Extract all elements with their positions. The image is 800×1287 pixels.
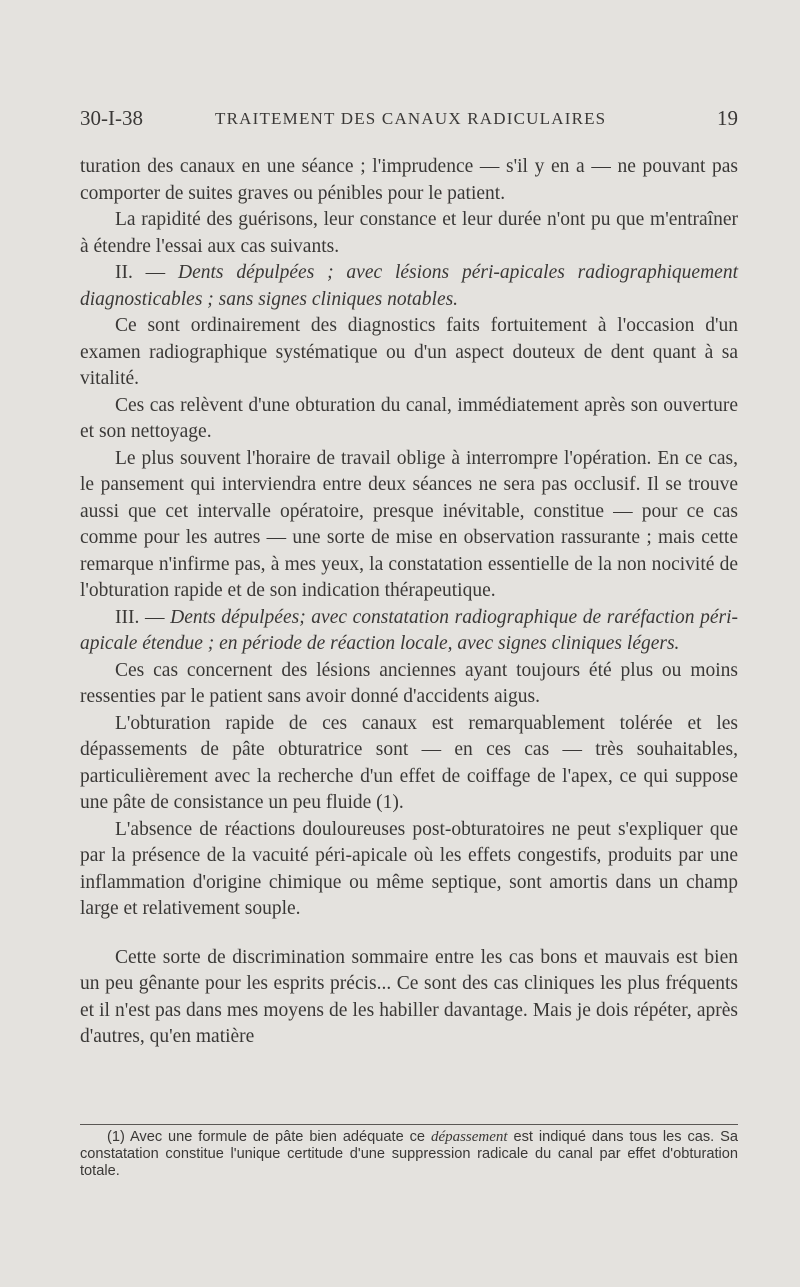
running-head bbox=[80, 106, 738, 136]
section-number: II. — bbox=[115, 262, 179, 283]
paragraph: Ce sont ordinairement des diagnostics faits fortuitement à l'occasion d'un examen radiographique systématique ou d'un aspect douteux de dent quant à sa vitalité. bbox=[80, 315, 738, 389]
section-heading-II bbox=[80, 260, 738, 313]
body-text bbox=[80, 154, 738, 1051]
section-number: III. — bbox=[115, 606, 171, 628]
section-heading-III bbox=[80, 605, 738, 658]
paragraph: L'obturation rapide de ces canaux est remarquablement tolérée et les dépassements de pâte obturatrice sont — en ces cas — très souhaitables, particulièrement avec la recherche d'un effet de coiffage de l'apex, ce qui suppose une pâte de consistance un peu fluide (1). bbox=[80, 712, 738, 813]
footnote-rule bbox=[80, 1124, 738, 1125]
header-title: TRAITEMENT DES CANAUX RADICULAIRES bbox=[215, 109, 607, 128]
paragraph-continuation: turation des canaux en une séance ; l'imprudence — s'il y en a — ne pouvant pas comporter de suites graves ou pénibles pour le patient. bbox=[80, 156, 738, 204]
paragraph: Ces cas relèvent d'une obturation du canal, immédiatement après son ouverture et son nettoyage. bbox=[80, 394, 738, 442]
paragraph: La rapidité des guérisons, leur constance et leur durée n'ont pu que m'entraîner à étendre l'essai aux cas suivants. bbox=[80, 209, 738, 257]
paragraph: Cette sorte de discrimination sommaire entre les cas bons et mauvais est bien un peu gênante pour les esprits précis... Ce sont des cas cliniques les plus fréquents et il n'est pas dans mes moyens de les habiller davantage. Mais je dois répéter, après d'autres, qu'en matière bbox=[80, 946, 738, 1047]
footnote-tail: est indiqué dans tous les cas. Sa constatation constitue l'unique certitude d'une suppression radicale du canal par effet d'obturation totale. bbox=[80, 1129, 738, 1179]
paragraph: Le plus souvent l'horaire de travail oblige à interrompre l'opération. En ce cas, le pansement qui interviendra entre deux séances ne sera pas occlusif. Il se trouve aussi que cet intervalle opératoire, presque inévitable, constitue — pour ce cas comme pour les autres — une sorte de mise en observation rassurante ; mais cette remarque n'infirme pas, à mes yeux, la constatation essentielle de la non nocivité de l'obturation rapide et de son indication thérapeutique. bbox=[80, 447, 738, 601]
footnote-italic: dépassement bbox=[430, 1129, 508, 1145]
page-number: 19 bbox=[717, 106, 738, 130]
paragraph: Ces cas concernent des lésions anciennes ayant toujours été plus ou moins ressenties par le patient sans avoir donné d'accidents aigus. bbox=[80, 659, 738, 707]
section-title: Dents dépulpées; avec constatation radiographique de raréfaction péri-apicale étendue ; en période de réaction locale, avec signes cliniques légers. bbox=[80, 606, 739, 654]
header-date: 30-I-38 bbox=[80, 106, 143, 130]
section-title: Dents dépulpées ; avec lésions péri-apicales radiographiquement diagnosticables ; sans signes cliniques notables. bbox=[80, 262, 738, 310]
footnote-lead: (1) Avec une formule de pâte bien adéquate ce bbox=[107, 1129, 431, 1145]
paragraph: L'absence de réactions douloureuses post-obturatoires ne peut s'expliquer que par la présence de la vacuité péri-apicale où les effets congestifs, produits par une inflammation d'origine chimique ou même septique, sont amortis dans un champ large et relativement souple. bbox=[80, 818, 738, 919]
footnote bbox=[80, 1129, 738, 1180]
